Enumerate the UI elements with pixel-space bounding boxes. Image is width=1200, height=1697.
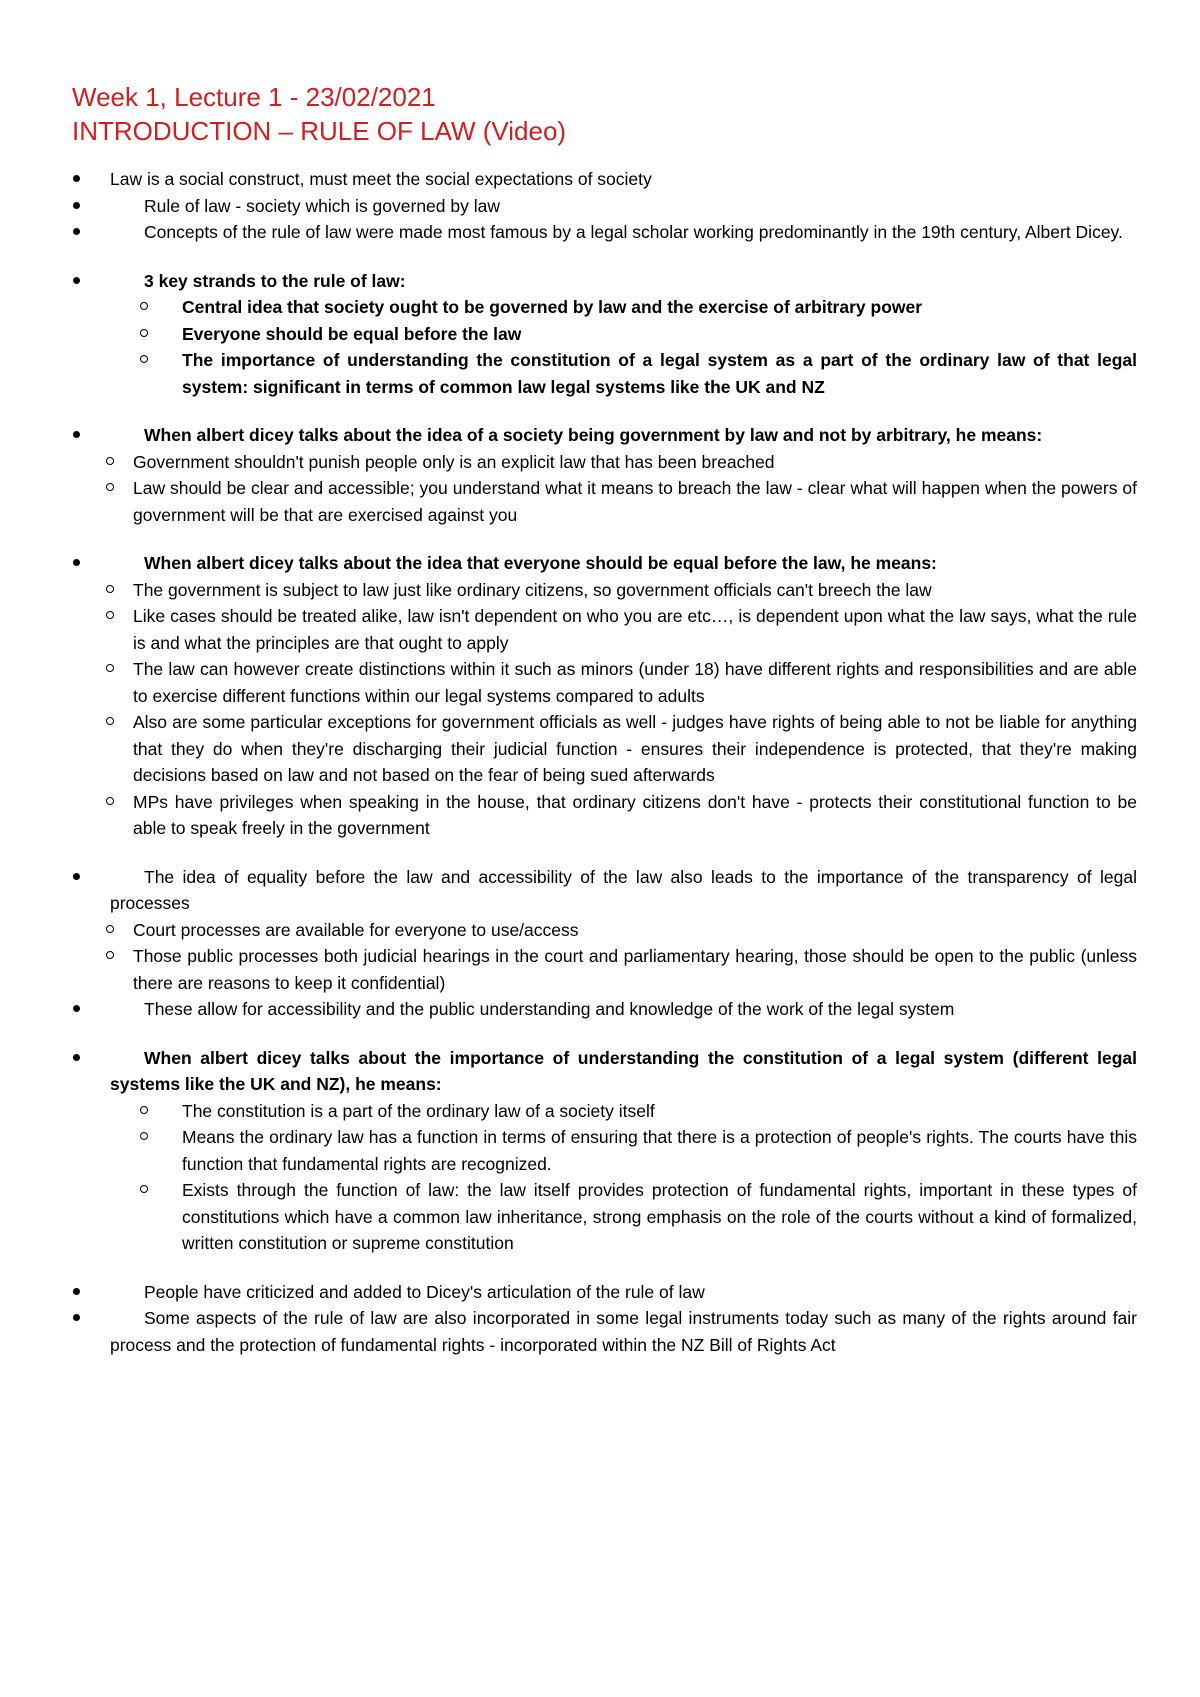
sub-bullet-item: The government is subject to law just like ordinary citizens, so government officials can't breech the law — [72, 577, 1137, 604]
sub-bullet-item: Also are some particular exceptions for government officials as well - judges have rights of being able to not be liable for anything that they do when they're discharging their judicial function - ensures their independence is protected, that they're making decisions based on law and not based on the fear of being sued afterwards — [72, 709, 1137, 789]
sub-bullet-item: The importance of understanding the constitution of a legal system as a part of the ordinary law of that legal system: significant in terms of common law legal systems like the UK and NZ — [72, 347, 1137, 400]
sub-bullet-item: Those public processes both judicial hearings in the court and parliamentary hearing, those should be open to the public (unless there are reasons to keep it confidential) — [72, 943, 1137, 996]
bullet-item: These allow for accessibility and the public understanding and knowledge of the work of the legal system — [72, 996, 1137, 1023]
bullet-item: Law is a social construct, must meet the social expectations of society — [72, 166, 1137, 193]
sub-bullet-item: The constitution is a part of the ordinary law of a society itself — [72, 1098, 1137, 1125]
sub-bullet-item: The law can however create distinctions within it such as minors (under 18) have different rights and responsibilities and are able to exercise different functions within our legal systems compared to adults — [72, 656, 1137, 709]
sub-bullet-item: MPs have privileges when speaking in the house, that ordinary citizens don't have - protects their constitutional function to be able to speak freely in the government — [72, 789, 1137, 842]
bullet-item: Concepts of the rule of law were made most famous by a legal scholar working predominantly in the 19th century, Albert Dicey. — [72, 219, 1137, 246]
section-heading: The idea of equality before the law and accessibility of the law also leads to the importance of the transparency of legal processes — [72, 864, 1137, 917]
section-heading: When albert dicey talks about the idea of a society being government by law and not by arbitrary, he means: — [72, 422, 1137, 449]
sub-bullet-item: Government shouldn't punish people only is an explicit law that has been breached — [72, 449, 1137, 476]
sub-bullet-item: Everyone should be equal before the law — [72, 321, 1137, 348]
bullet-item: Some aspects of the rule of law are also incorporated in some legal instruments today such as many of the rights around fair process and the protection of fundamental rights - incorporated within the NZ Bill of Rights Act — [72, 1305, 1137, 1358]
document-body — [72, 80, 1137, 1358]
sub-bullet-item: Court processes are available for everyone to use/access — [72, 917, 1137, 944]
bullet-item: People have criticized and added to Dicey's articulation of the rule of law — [72, 1279, 1137, 1306]
lecture-subtitle: INTRODUCTION – RULE OF LAW (Video) — [72, 116, 567, 146]
sub-bullet-item: Central idea that society ought to be governed by law and the exercise of arbitrary power — [72, 294, 1137, 321]
sub-bullet-item: Exists through the function of law: the law itself provides protection of fundamental rights, important in these types of constitutions which have a common law inheritance, strong emphasis on the role of the courts without a kind of formalized, written constitution or supreme constitution — [72, 1177, 1137, 1257]
sub-bullet-item: Law should be clear and accessible; you understand what it means to breach the law - clear what will happen when the powers of government will be that are exercised against you — [72, 475, 1137, 528]
sub-bullet-item: Means the ordinary law has a function in terms of ensuring that there is a protection of people's rights. The courts have this function that fundamental rights are recognized. — [72, 1124, 1137, 1177]
section-heading: When albert dicey talks about the importance of understanding the constitution of a legal system (different legal systems like the UK and NZ), he means: — [72, 1045, 1137, 1098]
sub-bullet-item: Like cases should be treated alike, law isn't dependent on who you are etc…, is dependent upon what the law says, what the rule is and what the principles are that ought to apply — [72, 603, 1137, 656]
bullet-item: Rule of law - society which is governed by law — [72, 193, 1137, 220]
section-heading: When albert dicey talks about the idea that everyone should be equal before the law, he means: — [72, 550, 1137, 577]
lecture-title: Week 1, Lecture 1 - 23/02/2021 — [72, 82, 436, 112]
section-heading: 3 key strands to the rule of law: — [72, 268, 1137, 295]
